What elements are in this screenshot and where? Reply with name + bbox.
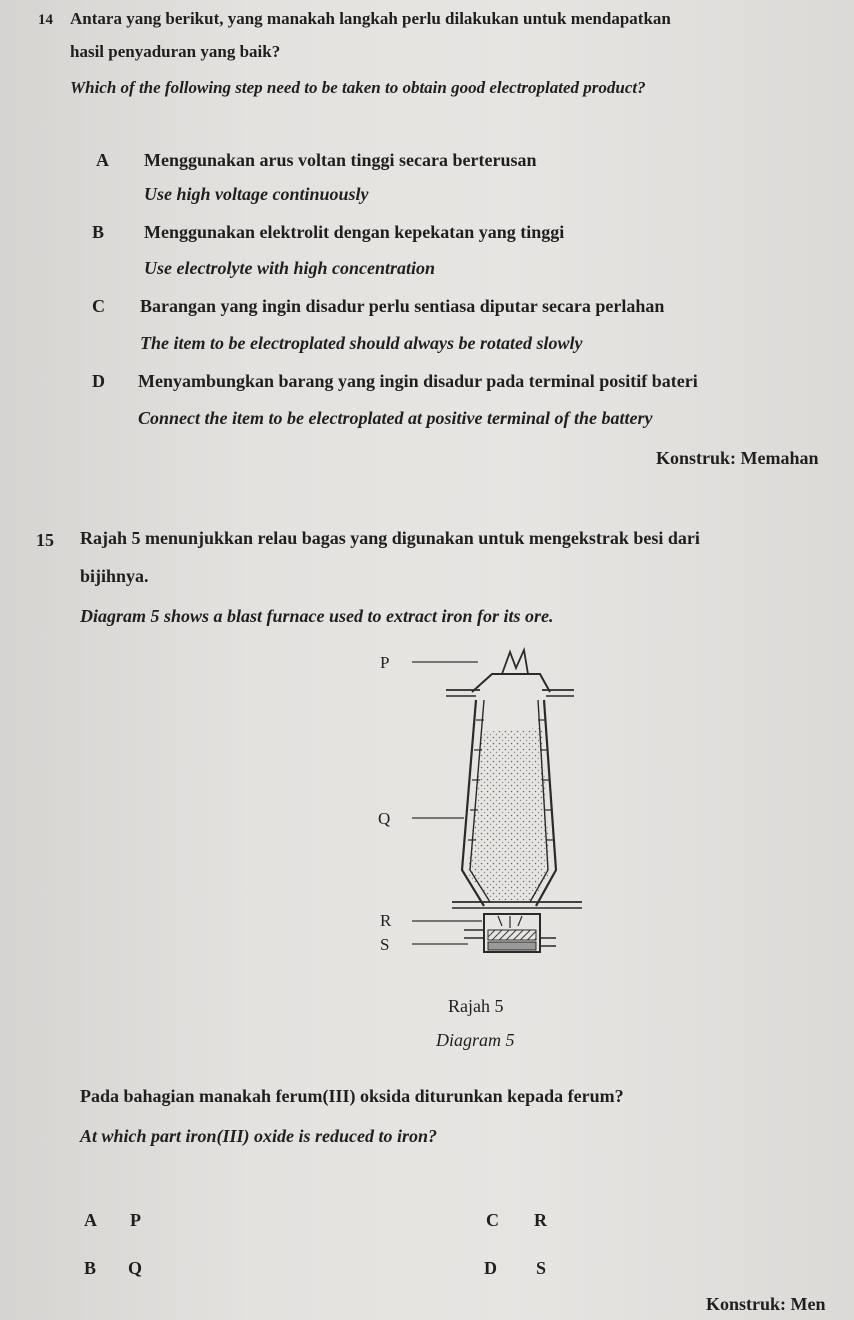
q15-option-a-value: P <box>130 1210 141 1230</box>
q14-question-ms-2: hasil penyaduran yang baik? <box>70 42 281 61</box>
iron-tap-hole <box>540 938 556 946</box>
molten-slag-layer <box>488 930 536 940</box>
slag-outlet <box>464 930 484 938</box>
q14-option-a-letter: A <box>96 150 109 170</box>
q14-question-ms: Antara yang berikut, yang manakah langkah perlu dilakukan untuk mendapatkan <box>70 9 671 28</box>
q14-option-a-en: Use high voltage continuously <box>144 184 369 204</box>
q15-option-a-letter: A <box>84 1210 97 1230</box>
q15-question-ms: Pada bahagian manakah ferum(III) oksida diturunkan kepada ferum? <box>80 1086 624 1106</box>
q15-question-en: At which part iron(III) oxide is reduced to iron? <box>80 1126 438 1146</box>
tuyere-nozzles <box>498 916 522 928</box>
q15-intro-ms: Rajah 5 menunjukkan relau bagas yang digunakan untuk mengekstrak besi dari <box>80 528 700 548</box>
q14-option-b-en: Use electrolyte with high concentration <box>144 258 435 278</box>
diagram-caption-en: Diagram 5 <box>436 1030 515 1050</box>
q14-construct: Konstruk: Memahan <box>656 448 819 468</box>
blast-furnace-diagram <box>360 640 600 970</box>
q15-construct: Konstruk: Men <box>706 1294 826 1314</box>
q15-option-b-value: Q <box>128 1258 143 1278</box>
q14-option-c-letter: C <box>92 296 105 316</box>
q14-option-d-ms: Menyambungkan barang yang ingin disadur pada terminal positif bateri <box>138 371 698 391</box>
diagram-label-q: Q <box>378 809 391 828</box>
q14-option-c-ms: Barangan yang ingin disadur perlu sentiasa diputar secara perlahan <box>140 296 665 316</box>
q14-option-b-letter: B <box>92 222 105 242</box>
q15-option-b-letter: B <box>84 1258 97 1278</box>
furnace-charge <box>468 728 550 900</box>
q15-option-c-letter: C <box>486 1210 499 1230</box>
q15-intro-en: Diagram 5 shows a blast furnace used to extract iron for its ore. <box>80 606 554 626</box>
q14-question-en: Which of the following step need to be taken to obtain good electroplated product? <box>70 78 646 97</box>
q14-option-d-en: Connect the item to be electroplated at positive terminal of the battery <box>138 408 653 428</box>
diagram-caption-ms: Rajah 5 <box>448 996 504 1016</box>
molten-iron-layer <box>488 942 536 950</box>
q14-option-d-letter: D <box>92 371 105 391</box>
furnace-top-vent <box>502 650 528 674</box>
q14-option-c-en: The item to be electroplated should always be rotated slowly <box>140 333 583 353</box>
q14-option-b-ms: Menggunakan elektrolit dengan kepekatan yang tinggi <box>144 222 565 242</box>
q15-option-d-value: S <box>536 1258 547 1278</box>
furnace-top-hopper <box>472 674 550 692</box>
q15-intro-ms-2: bijihnya. <box>80 566 149 586</box>
diagram-label-r: R <box>380 911 392 930</box>
diagram-label-s: S <box>380 935 390 954</box>
diagram-label-p: P <box>380 653 390 672</box>
q15-option-c-value: R <box>534 1210 547 1230</box>
q15-number: 15 <box>36 530 54 550</box>
q14-number: 14 <box>38 12 53 28</box>
q15-option-d-letter: D <box>484 1258 497 1278</box>
q14-option-a-ms: Menggunakan arus voltan tinggi secara berterusan <box>144 150 537 170</box>
